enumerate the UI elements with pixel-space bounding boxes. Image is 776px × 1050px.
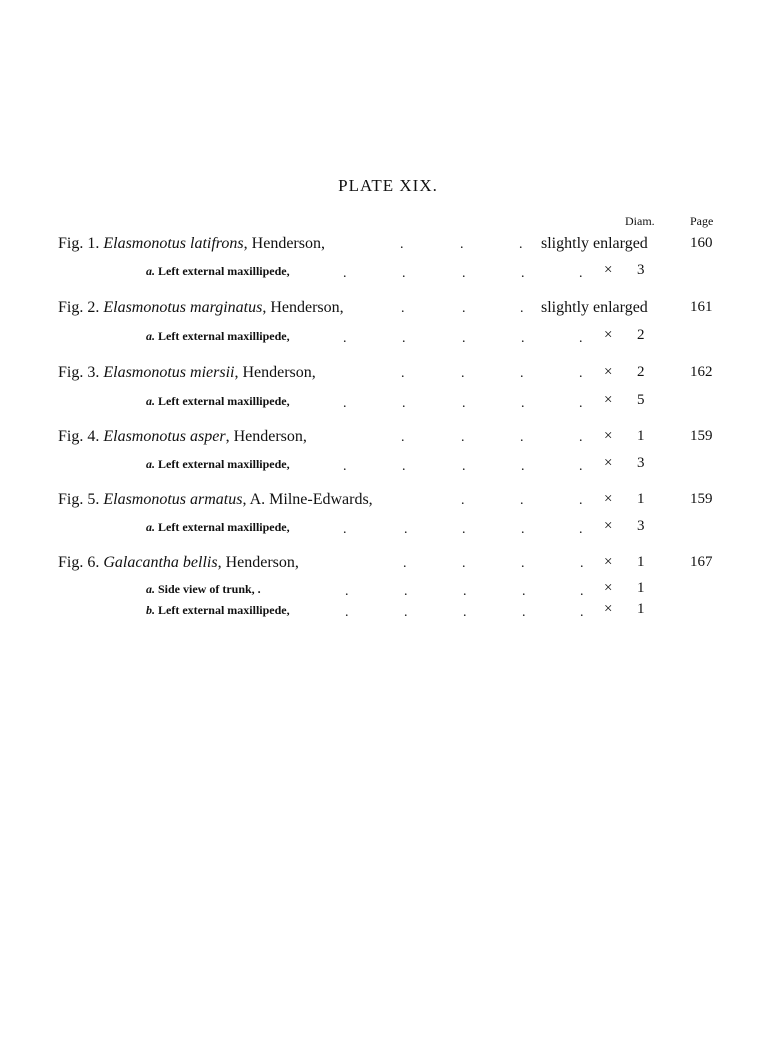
leader-dot: . — [462, 522, 466, 537]
leader-dot: . — [520, 493, 524, 508]
times-sign: × — [604, 601, 613, 617]
leader-dot: . — [401, 301, 405, 316]
leader-dot: . — [401, 366, 405, 381]
times-sign: × — [604, 327, 613, 343]
leader-dot: . — [521, 556, 525, 571]
species-name: Elasmonotus asper — [103, 428, 226, 445]
leader-dot: . — [462, 396, 466, 411]
page-column-header: Page — [690, 214, 714, 228]
figure-label: Fig. 6. — [58, 554, 100, 571]
leader-dot: . — [462, 556, 466, 571]
figure-line — [58, 299, 344, 317]
sub-figure — [146, 520, 290, 535]
diameter-value: 2 — [637, 364, 645, 380]
diameter-value: 1 — [637, 580, 645, 596]
leader-dot: . — [402, 459, 406, 474]
diameter-value: 1 — [637, 491, 645, 507]
page-number: 161 — [690, 299, 713, 315]
leader-dot: . — [520, 430, 524, 445]
diameter-value: 1 — [637, 601, 645, 617]
leader-dot: . — [403, 556, 407, 571]
leader-dot: . — [463, 605, 467, 620]
leader-dot: . — [520, 301, 524, 316]
leader-dot: . — [522, 605, 526, 620]
leader-dot: . — [460, 237, 464, 252]
sub-figure — [146, 603, 290, 618]
leader-dot: . — [462, 301, 466, 316]
leader-dot: . — [521, 459, 525, 474]
leader-dot: . — [404, 522, 408, 537]
figure-line — [58, 235, 325, 253]
leader-dot: . — [402, 331, 406, 346]
sub-figure — [146, 329, 290, 344]
sub-caption: Left external maxillipede, — [158, 603, 290, 617]
figure-entry-6 — [0, 554, 776, 624]
figure-line — [58, 554, 299, 572]
leader-dot: . — [522, 584, 526, 599]
figure-label: Fig. 3. — [58, 364, 100, 381]
figure-label: Fig. 4. — [58, 428, 100, 445]
sub-caption: Left external maxillipede, — [158, 520, 290, 534]
leader-dot: . — [400, 237, 404, 252]
leader-dot: . — [579, 331, 583, 346]
diameter-value: 1 — [637, 554, 645, 570]
species-name: Elasmonotus armatus — [103, 491, 243, 508]
leader-dot: . — [579, 266, 583, 281]
leader-dot: . — [343, 396, 347, 411]
leader-dot: . — [519, 237, 523, 252]
times-sign: × — [604, 455, 613, 471]
sub-caption: Side view of trunk, . — [158, 582, 261, 596]
leader-dot: . — [521, 522, 525, 537]
sub-letter: a. — [146, 329, 155, 343]
species-name: Elasmonotus latifrons — [103, 235, 244, 252]
sub-letter: a. — [146, 394, 155, 408]
sub-letter: a. — [146, 457, 155, 471]
leader-dot: . — [343, 331, 347, 346]
leader-dot: . — [580, 556, 584, 571]
sub-letter: a. — [146, 264, 155, 278]
sub-caption: Left external maxillipede, — [158, 394, 290, 408]
leader-dot: . — [462, 331, 466, 346]
figure-entry-1 — [0, 235, 776, 295]
times-sign: × — [604, 580, 613, 596]
leader-dot: . — [521, 331, 525, 346]
leader-dot: . — [463, 584, 467, 599]
leader-dot: . — [580, 584, 584, 599]
sub-letter: b. — [146, 603, 155, 617]
figure-entry-4 — [0, 428, 776, 488]
figure-line — [58, 428, 307, 446]
page-number: 162 — [690, 364, 713, 380]
species-name: Elasmonotus miersii — [103, 364, 235, 381]
times-sign: × — [604, 518, 613, 534]
leader-dot: . — [462, 459, 466, 474]
leader-dot: . — [402, 396, 406, 411]
diam-column-header: Diam. — [625, 214, 655, 228]
times-sign: × — [604, 428, 613, 444]
leader-dot: . — [402, 266, 406, 281]
sub-letter: a. — [146, 520, 155, 534]
sub-figure — [146, 394, 290, 409]
diameter-value: 2 — [637, 327, 645, 343]
figure-label: Fig. 5. — [58, 491, 100, 508]
magnification: slightly enlarged — [541, 235, 648, 252]
leader-dot: . — [579, 396, 583, 411]
sub-caption: Left external maxillipede, — [158, 329, 290, 343]
leader-dot: . — [404, 605, 408, 620]
times-sign: × — [604, 554, 613, 570]
leader-dot: . — [580, 605, 584, 620]
page-number: 160 — [690, 235, 713, 251]
species-author: , Henderson, — [225, 428, 307, 445]
leader-dot: . — [343, 522, 347, 537]
page-number: 159 — [690, 491, 713, 507]
sub-figure — [146, 582, 261, 597]
figure-label: Fig. 2. — [58, 299, 100, 316]
leader-dot: . — [401, 430, 405, 445]
sub-figure — [146, 457, 290, 472]
figure-entry-2 — [0, 299, 776, 359]
figure-entry-5 — [0, 491, 776, 551]
leader-dot: . — [579, 522, 583, 537]
page-number: 167 — [690, 554, 713, 570]
figure-line — [58, 491, 373, 509]
diameter-value: 3 — [637, 455, 645, 471]
leader-dot: . — [579, 366, 583, 381]
diameter-value: 5 — [637, 392, 645, 408]
leader-dot: . — [343, 266, 347, 281]
magnification: slightly enlarged — [541, 299, 648, 316]
plate-title: PLATE XIX. — [338, 176, 438, 195]
figure-label: Fig. 1. — [58, 235, 100, 252]
sub-figure — [146, 264, 290, 279]
leader-dot: . — [579, 430, 583, 445]
times-sign: × — [604, 392, 613, 408]
species-author: , Henderson, — [234, 364, 316, 381]
leader-dot: . — [343, 459, 347, 474]
diameter-value: 3 — [637, 518, 645, 534]
sub-letter: a. — [146, 582, 155, 596]
sub-caption: Left external maxillipede, — [158, 457, 290, 471]
leader-dot: . — [461, 366, 465, 381]
species-author: , Henderson, — [217, 554, 299, 571]
species-author: , Henderson, — [262, 299, 344, 316]
leader-dot: . — [579, 493, 583, 508]
species-name: Elasmonotus marginatus — [103, 299, 263, 316]
leader-dot: . — [461, 430, 465, 445]
times-sign: × — [604, 262, 613, 278]
page-number: 159 — [690, 428, 713, 444]
leader-dot: . — [345, 605, 349, 620]
leader-dot: . — [521, 396, 525, 411]
leader-dot: . — [579, 459, 583, 474]
diameter-value: 3 — [637, 262, 645, 278]
times-sign: × — [604, 364, 613, 380]
species-author: , A. Milne-Edwards, — [242, 491, 373, 508]
figure-line — [58, 364, 316, 382]
figure-entry-3 — [0, 364, 776, 424]
leader-dot: . — [404, 584, 408, 599]
diameter-value: 1 — [637, 428, 645, 444]
leader-dot: . — [345, 584, 349, 599]
sub-caption: Left external maxillipede, — [158, 264, 290, 278]
leader-dot: . — [461, 493, 465, 508]
leader-dot: . — [520, 366, 524, 381]
leader-dot: . — [462, 266, 466, 281]
times-sign: × — [604, 491, 613, 507]
species-author: , Henderson, — [243, 235, 325, 252]
leader-dot: . — [521, 266, 525, 281]
species-name: Galacantha bellis — [103, 554, 218, 571]
